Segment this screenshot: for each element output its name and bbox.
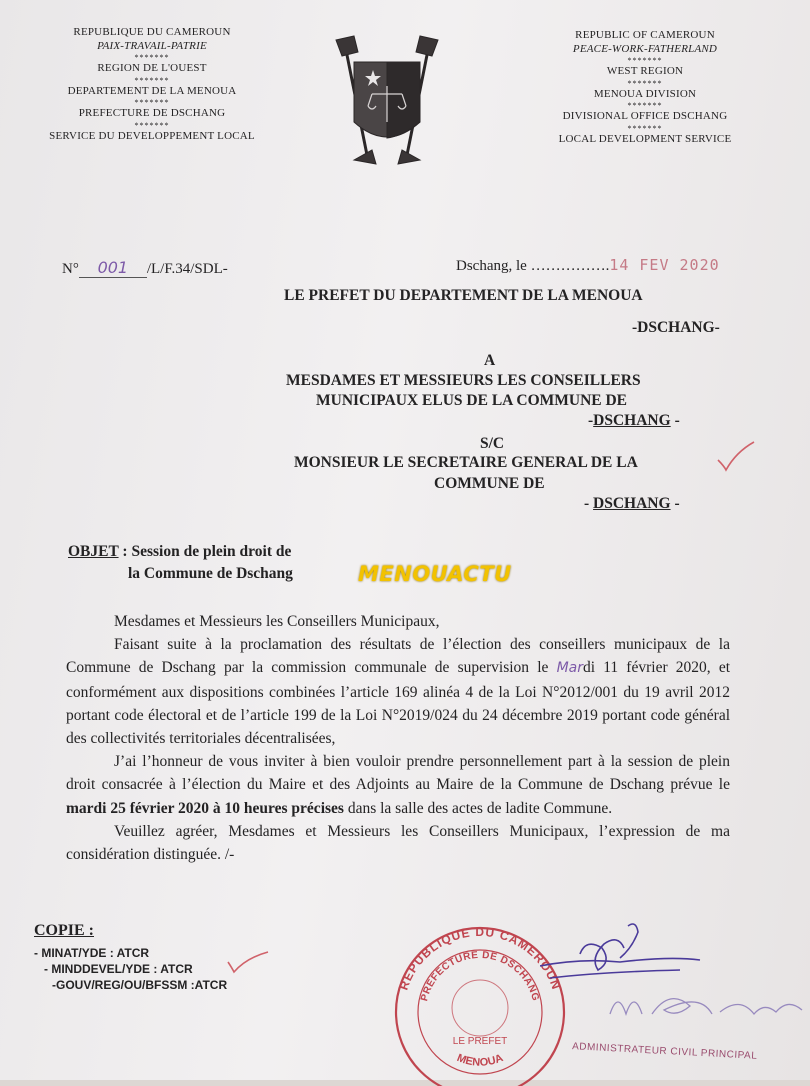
watermark-logo: MENOUACTU xyxy=(358,562,512,586)
paragraph-1: Faisant suite à la proclamation des résultats de l’élection des conseillers municipaux de la Commune de Dschang par la commission communale de supervision le Mardi 11 février 2020, et conformément aux dispositions combinées l’article 169 alinéa 4 de la Loi N°2012/001 du 19 avril 2012 portant code électoral et de l’article 199 de la Loi N°2019/024 du 24 décembre 2019 portant code général des collectivités territoriales décentralisées, xyxy=(66,636,730,748)
copy-item: -GOUV/REG/OU/BFSSM :ATCR xyxy=(52,978,228,992)
header-office-fr: PREFECTURE DE DSCHANG xyxy=(78,107,226,119)
header-separator: ******* xyxy=(627,123,663,133)
header-service-en: LOCAL DEVELOPMENT SERVICE xyxy=(558,132,732,145)
handwritten-reference: 001 xyxy=(79,258,147,278)
header-right xyxy=(520,29,770,146)
header-separator: ******* xyxy=(627,101,663,110)
salutation: Mesdames et Messieurs les Conseillers Municipaux, xyxy=(114,613,440,630)
header-service-fr: SERVICE DU DEVELOPPEMENT LOCAL xyxy=(49,129,255,142)
svg-text:PREFECTURE DE DSCHANG xyxy=(419,950,541,1002)
header-motto-en: PEACE-WORK-FATHERLAND xyxy=(572,42,718,55)
date-stamp: 14 FEV 2020 xyxy=(609,256,720,274)
subject-line: OBJET : Session de plein droit de xyxy=(68,543,292,560)
header-region-en: WEST REGION xyxy=(606,65,684,77)
header-separator: ******* xyxy=(134,53,170,62)
seal-center-text: LE PREFET xyxy=(452,1036,508,1047)
header-office-en: DIVISIONAL OFFICE DSCHANG xyxy=(562,110,728,122)
document-date: Dschang, le …………….14 FEV 2020 xyxy=(456,256,720,274)
header-separator: ******* xyxy=(627,56,663,65)
copy-title: COPIE : xyxy=(34,922,94,939)
header-left xyxy=(24,26,280,143)
recipient-line-2: MUNICIPAUX ELUS DE LA COMMUNE DE xyxy=(316,392,628,409)
recipient-city: -DSCHANG - xyxy=(588,412,680,429)
paragraph-3: Veuillez agréer, Mesdames et Messieurs les Conseillers Municipaux, l’expression de ma considération distinguée. /- xyxy=(66,822,730,864)
copy-item: - MINAT/YDE : ATCR xyxy=(34,946,150,960)
header-division-en: MENOUA DIVISION xyxy=(593,87,697,100)
svg-text:MENOUA xyxy=(455,1052,505,1069)
sc-line-2: COMMUNE DE xyxy=(434,475,545,492)
header-separator: ******* xyxy=(134,75,170,85)
sender-title: LE PREFET DU DEPARTEMENT DE LA MENOUA xyxy=(284,287,643,304)
header-department-fr: DEPARTEMENT DE LA MENOUA xyxy=(67,84,237,97)
sender-city: -DSCHANG- xyxy=(632,319,720,336)
check-mark-icon xyxy=(716,440,756,474)
cameroon-coat-of-arms-icon xyxy=(328,30,446,172)
header-separator: ******* xyxy=(134,98,170,107)
sc-city: - DSCHANG - xyxy=(584,495,680,512)
header-country-en: REPUBLIC OF CAMEROUN xyxy=(575,29,715,41)
check-mark-icon xyxy=(226,950,270,976)
reference-number: N° 001 /L/F.34/SDL- xyxy=(62,258,228,277)
header-separator: ******* xyxy=(134,120,170,130)
paragraph-2: J’ai l’honneur de vous inviter à bien vouloir prendre personnellement part à la session de plein droit consacrée à l’élection du Maire et des Adjoints au Maire de la Commune de Dschang prévue le mardi 25 février 2020 à 10 heures précises dans la salle des actes de ladite Commune. xyxy=(66,753,730,817)
seal-inner-text: PREFECTURE DE DSCHANG xyxy=(419,949,541,1003)
recipient-prefix: A xyxy=(484,352,496,369)
sc-line-1: MONSIEUR LE SECRETAIRE GENERAL DE LA xyxy=(294,454,638,471)
seal-ring-text: REPUBLIQUE DU CAMEROUN xyxy=(396,924,564,992)
header-separator: ******* xyxy=(627,78,663,88)
seal-bottom-text: MENOUA xyxy=(455,1052,505,1069)
handwritten-insert: Mar xyxy=(556,660,583,677)
subject-line-2: la Commune de Dschang xyxy=(128,565,293,582)
letter-body xyxy=(66,610,730,866)
copy-item: - MINDDEVEL/YDE : ATCR xyxy=(44,962,193,976)
header-country-fr: REPUBLIQUE DU CAMEROUN xyxy=(73,26,231,38)
recipient-line-1: MESDAMES ET MESSIEURS LES CONSEILLERS xyxy=(286,372,641,389)
sc-label: S/C xyxy=(480,435,505,452)
header-motto-fr: PAIX-TRAVAIL-PATRIE xyxy=(97,39,207,52)
signatory-title: ADMINISTRATEUR CIVIL PRINCIPAL xyxy=(571,1041,758,1062)
header-region-fr: REGION DE L'OUEST xyxy=(97,62,207,74)
